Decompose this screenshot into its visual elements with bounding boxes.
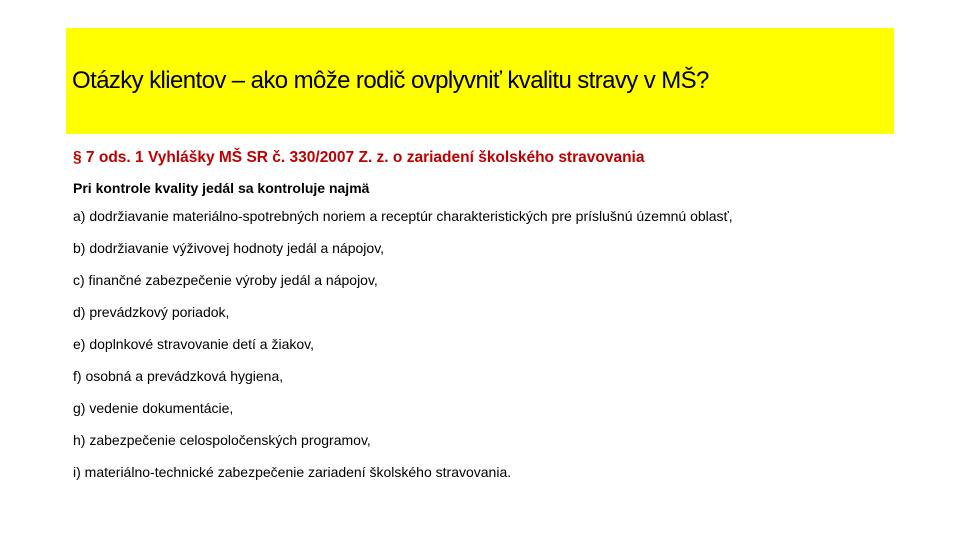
list-item: i) materiálno-technické zabezpečenie zariadení školského stravovania.: [73, 464, 512, 480]
subheading: Pri kontrole kvality jedál sa kontroluje najmä: [73, 180, 370, 196]
list-item: g) vedenie dokumentácie,: [73, 400, 234, 416]
list-item: h) zabezpečenie celospoločenských programov,: [73, 432, 371, 448]
list-item: d) prevádzkový poriadok,: [73, 304, 230, 320]
list-item: a) dodržiavanie materiálno-spotrebných noriem a receptúr charakteristických pre príslušnú územnú oblasť,: [73, 208, 733, 224]
list-item: e) doplnkové stravovanie detí a žiakov,: [73, 336, 314, 352]
criteria-list: [73, 204, 898, 480]
list-item: f) osobná a prevádzková hygiena,: [73, 368, 284, 384]
list-item: c) finančné zabezpečenie výroby jedál a nápojov,: [73, 272, 378, 288]
slide-content: [73, 146, 898, 492]
section-heading: § 7 ods. 1 Vyhlášky MŠ SR č. 330/2007 Z. z. o zariadení školského stravovania: [73, 149, 645, 166]
slide-title: Otázky klientov – ako môže rodič ovplyvniť kvalitu stravy v MŠ?: [72, 67, 709, 94]
list-item: b) dodržiavanie výživovej hodnoty jedál a nápojov,: [73, 240, 385, 256]
title-band: [66, 28, 894, 134]
